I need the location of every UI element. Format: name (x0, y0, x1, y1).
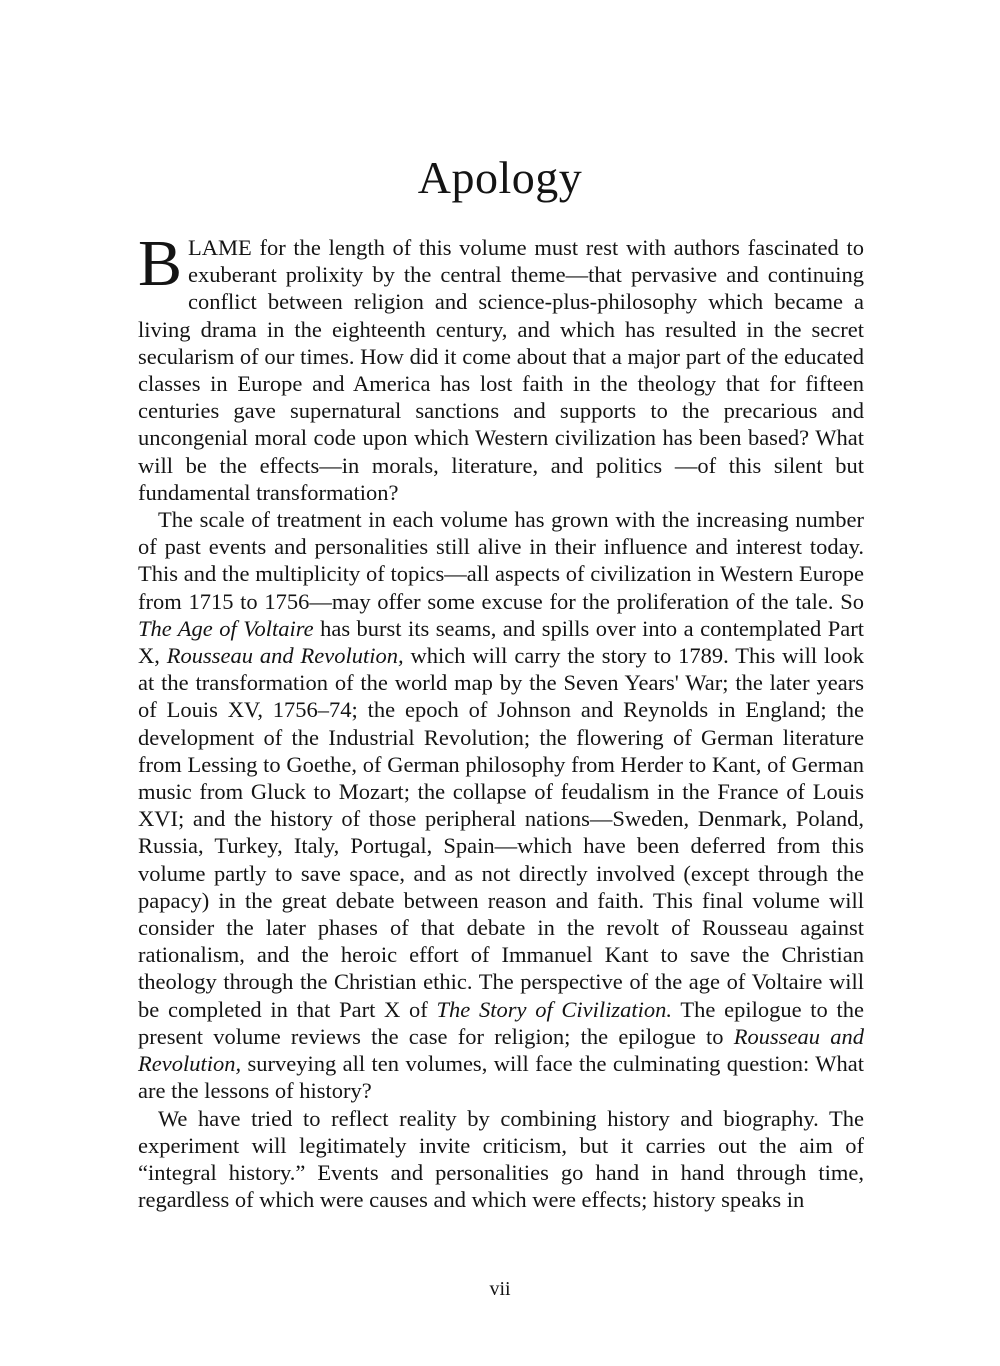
book-title-rousseau-and-revolution: Rousseau and Revolution, (166, 643, 404, 669)
paragraph-2 (138, 506, 864, 1104)
paragraph-2-text-e: surveying all ten volumes, will face the culminating question: What are the lessons of history? (138, 1051, 864, 1104)
paragraph-3-text: We have tried to reflect reality by combining history and biography. The experiment will legitimately invite criticism, but it carries out the aim of “integral history.” Events and personalities go hand in hand through time, regardless of which were causes and which were effects; history speaks in (138, 1105, 864, 1213)
page-number: vii (489, 1278, 511, 1300)
paragraph-2-text-d: The epilogue to the present volume reviews the case for religion; the epilogue to (138, 996, 864, 1049)
paragraph-2-text-b: has burst its seams, and spills over into a contemplated Part X, (138, 615, 864, 669)
body-text (138, 227, 864, 1213)
paragraph-3 (138, 1105, 864, 1214)
book-title-story-of-civilization: The Story of Civilization. (436, 996, 673, 1022)
book-title-rousseau-and-revolution-2: Rousseau and Revolution, (138, 1023, 864, 1077)
drop-cap: B (138, 227, 183, 300)
paragraph-2-text-c: which will carry the story to 1789. This will look at the transformation of the world map by the Seven Years' War; the later years of Louis XV, 1756–74; the epoch of Johnson and Reynolds in England; the development of the Industrial Revolution; the flowering of German literature from Lessing to Goethe, of German philosophy from Herder to Kant, of German music from Gluck to Mozart; the collapse of feudalism in the France of Louis XVI; and the history of those peripheral nations—Sweden, Denmark, Poland, Russia, Turkey, Italy, Portugal, Spain—which have been deferred from this volume partly to save space, and as not directly involved (except through the papacy) in the great debate between reason and faith. This final volume will consider the later phases of that debate in the revolt of Rousseau against rationalism, and the heroic effort of Immanuel Kant to save the Christian theology through the Christian ethic. The perspective of the age of Voltaire will be completed in that Part X of (138, 643, 864, 1022)
page-title: Apology (417, 152, 583, 203)
book-title-age-of-voltaire: The Age of Voltaire (138, 615, 314, 641)
paragraph-2-text-a: The scale of treatment in each volume has grown with the increasing number of past events and personalities still alive in their influence and interest today. This and the multiplicity of topics—all aspects of civilization in Western Europe from 1715 to 1756—may offer some excuse for the proliferation of the tale. So (138, 507, 864, 614)
paragraph-1-text: LAME for the length of this volume must rest with authors fascinated to exuberant prolixity by the central theme—that pervasive and continuing conflict between religion and science-plus-philosophy which became a living drama in the eighteenth century, and which has resulted in the secret secularism of our times. How did it come about that a major part of the educated classes in Europe and America has lost faith in the theology that for fifteen centuries gave supernatural sanctions and supports to the precarious and uncongenial moral code upon which Western civilization has been based? What will be the effects—in morals, literature, and politics —of this silent but fundamental transformation? (138, 235, 864, 505)
paragraph-1 (138, 227, 864, 506)
